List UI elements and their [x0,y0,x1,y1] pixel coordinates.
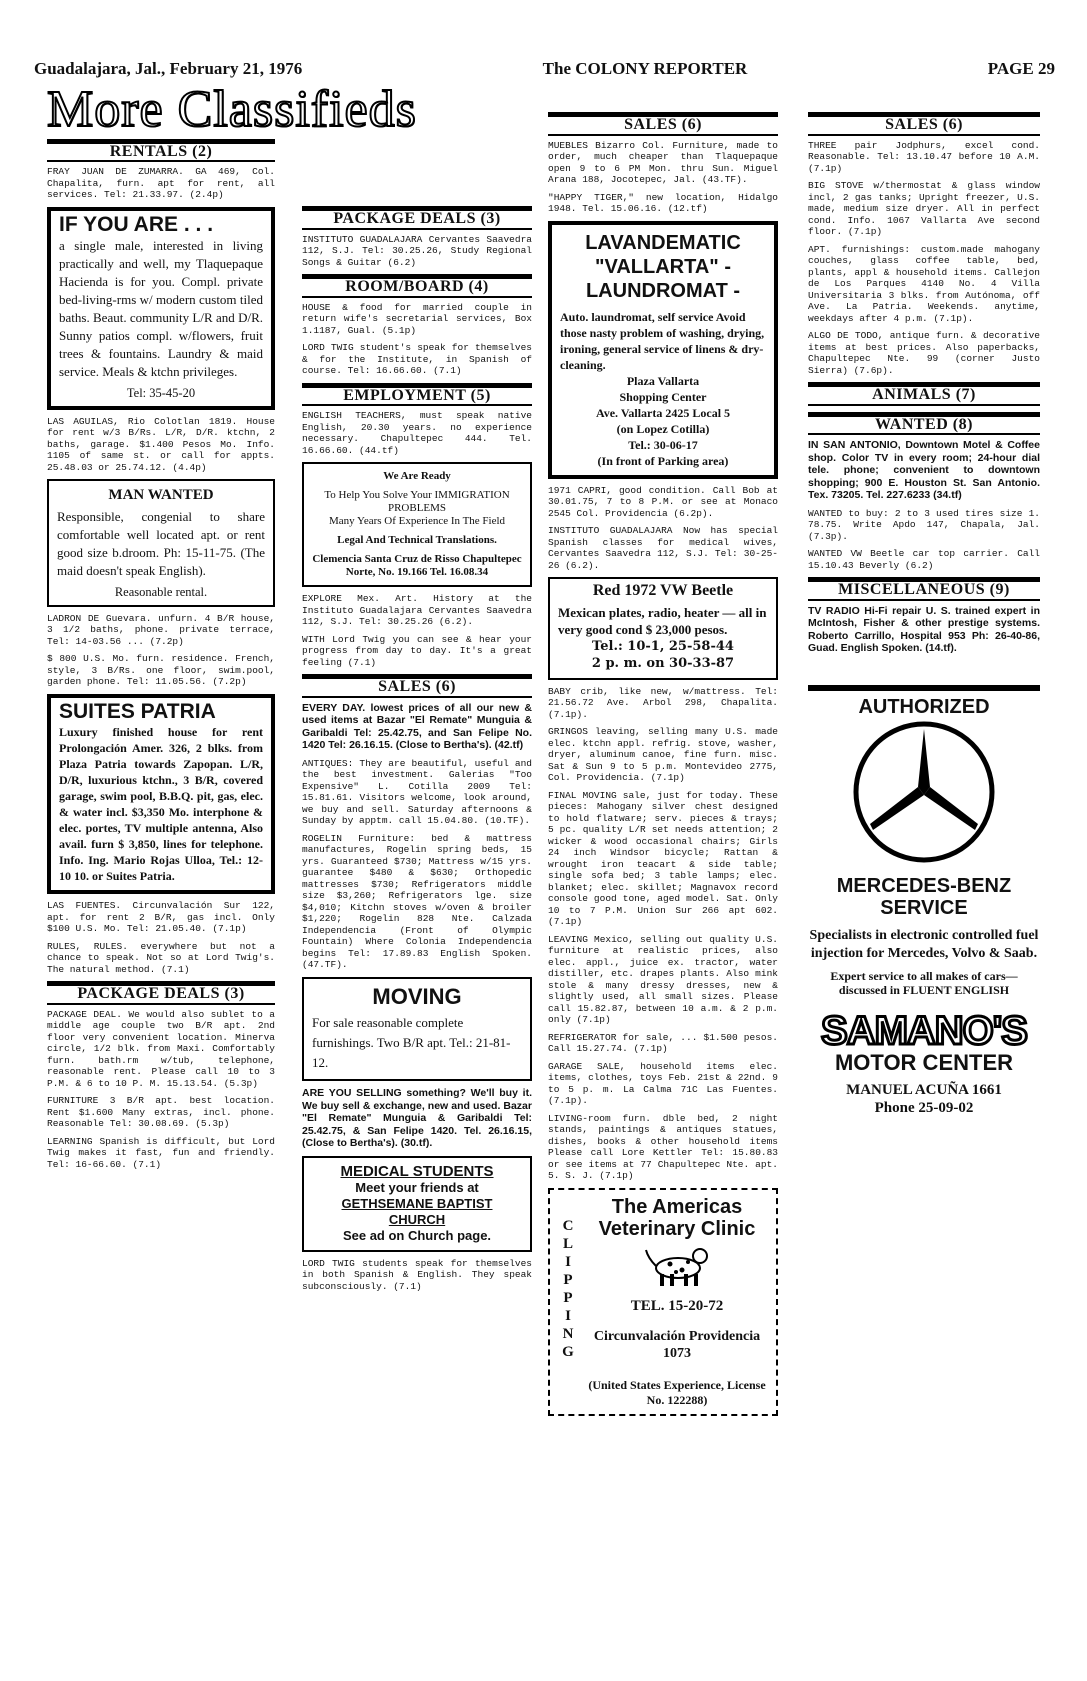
section-head-employment: EMPLOYMENT (5) [302,383,532,407]
ad-phone: Tel: 35-45-20 [126,386,196,401]
ad-business-name: MOTOR CENTER [834,1050,1014,1076]
ad-address-5: (In front of Parking area) [597,453,729,468]
ad-address: Clemencia Santa Cruz de Risso Chapultepec Norte, No. 19.166 Tel. 16.08.34 [312,553,522,579]
header-paper-name: The COLONY REPORTER [542,59,748,78]
mercedes-star-icon [849,717,999,867]
clipping-text: CLIPPING [560,1217,576,1362]
ad-line: Meet your friends at [355,1179,479,1195]
ad-body: Auto. laundromat, self service Avoid those nasty problem of washing, drying, ironing, general service of linens & dry-cleaning. [560,309,765,372]
samanos-logo: SAMANO'S [821,1009,1027,1054]
display-ad-moving [302,977,532,1082]
classified-ad: WANTED VW Beetle car top carrier. Call 15.10.43 Beverly (6.2) [808,548,1040,571]
classified-ad: ENGLISH TEACHERS, must speak native English, 20.30 years. no experience necessary. Chapultepec 444. Tel. 16.66.60. (44.tf) [302,410,532,456]
ad-title: MOVING [372,983,462,1009]
classified-ad: LEAVING Mexico, selling out quality U.S. furniture at realistic prices, also elec. appl., juice ex. tractor, water distiller, etc. drapes plants. Also mink stole & many dressy dresses, new & slightly used, all small sizes. Please call 15.82.87, between 10 a.m. & 2 p.m. only (7.1p) [548,933,778,1026]
classified-ad: INSTITUTO GUADALAJARA Now has special Spanish classes for medical wives, Cervantes Saavedra 112, S.J. Tel: 30-25-26 (6.2). [548,525,778,571]
section-head-package-deals: PACKAGE DEALS (3) [302,206,532,230]
ad-address: MANUEL ACUÑA 1661 [846,1082,1002,1099]
masthead: More Classifieds [47,81,417,138]
ad-tagline: Expert service to all makes of cars—discussed in FLUENT ENGLISH [830,969,1018,998]
column-4 [808,112,1040,1117]
classified-ad: INSTITUTO GUADALAJARA Cervantes Saavedra 112, S.J. Tel: 30.25.26, Study Regional Songs & Guitar (6.2) [302,233,532,268]
section-head-animals: ANIMALS (7) [808,382,1040,406]
classified-ad: GARAGE SALE, household items elec. items, clothes, toys Feb. 21st & 22nd. 9 to 5 p. m. La Calma 71C Las Fuentes. (7.1p). [548,1060,778,1107]
ad-footer: Reasonable rental. [114,584,208,599]
display-ad-suites-patria [47,694,275,895]
ad-address-4: (on Lopez Cotilla) [616,421,710,436]
classified-ad: BIG STOVE w/thermostat & glass window incl, 2 gas tanks; Upright freezer, U.S. made, medium size dryer. All in perfect cond. Info. 1067 Vallarta Ave second floor. (7.1p) [808,180,1040,238]
ad-phone: Tel.: 10-1, 25-58-44 [592,638,734,654]
header-dateline: Guadalajara, Jal., February 21, 1976 [34,59,303,78]
ad-title: SUITES PATRIA [59,699,216,723]
ad-body: Mexican plates, radio, heater — all in very good cond $ 23,000 pesos. [558,604,767,637]
page-header [34,56,1055,82]
section-head-wanted: WANTED (8) [808,412,1040,436]
ad-body: For sale reasonable complete furnishings. Two B/R apt. Tel.: 21-81-12. [312,1015,511,1071]
classified-ad: LORD TWIG student's speak for themselves & for the Institute, in Spanish of course. Tel: 16.66.60. (7.1) [302,342,532,377]
classified-ad: LAS AGUILAS, Rio Colotlan 1819. House for rent w/3 B/Rs. L/R, D/R. ktchn, 2 baths, garage. $1.400 Pesos Mo. Info. 1105 of same st. or call for appts. 25.48.03 or 25.74.12. (4.4p) [47,415,275,473]
ad-phone: TEL. 15-20-72 [630,1297,724,1314]
ad-line: See ad on Church page. [342,1227,492,1243]
classified-ad: EXPLORE Mex. Art. History at the Instituto Guadalajara Cervantes Saavedra 112, S.J. Tel: 30.25.26 (6.2). [302,593,532,628]
classified-ad: FURNITURE 3 B/R apt. best location. Rent $1.600 Many extras, incl. phone. Reasonable Tel: 30.08.69. (5.3p) [47,1095,275,1130]
display-ad-mercedes-service [808,685,1040,1118]
classified-ad: ROGELIN Furniture: bed & mattress manufactures, Rogelin spring beds, 15 yrs. Guaranteed $730; Mattress w/15 yrs. guarantee $480 & $630; Orthopedic mattresses $730; Refrigerators middle size $3,260; Refrigerators lge. size $4,010; Kitchn stoves w/oven & broiler $1,220; Rogelin 828 Nte. Calzada Independencia (Front of Olympic Fountain) Where Colonia Independencia begins Tel: 17.89.83 English Spoken. (47.TF). [302,832,532,971]
display-ad-veterinary-clinic [548,1188,778,1417]
ad-phone-alt: 2 p. m. on 30-33-87 [591,655,735,671]
section-head-sales: SALES (6) [548,112,778,136]
ad-phone: Phone 25-09-02 [874,1100,974,1117]
ad-phone: Tel.: 30-06-17 [628,437,698,452]
ad-body: Luxury finished house for rent Prolongación Amer. 326, 2 blks. from Plaza Patria towards Zapopan. L/R, D/R, luxurious ktchn., 3 B/R, covered garage, swim pool, B.B.Q. pit, gas, elec. & water incl. $3,350 Mo. interphone & elec. portes, TV multiple antenna, Also avail. furn $ 3,850, lines for telephone. Info. Ing. Mario Rojas Ulloa, Tel.: 12-10 10. or Suites Patria. [59,725,263,884]
classified-ad: APT. furnishings: custom.made mahogany couches, glass coffee table, bed, plants, appl & household items. Callejon de Los Parques 4140 No. 4 Villa Universitaria 3 blks. from Autónoma, off Ave. La Patria. Weekends. anytime, weekdays after 4 p.m. (7.1p). [808,243,1040,324]
ad-address-3: Ave. Vallarta 2425 Local 5 [595,405,731,420]
ad-line: To Help You Solve Your IMMIGRATION PROBLEMS [324,489,510,515]
dalmatian-icon [642,1244,712,1288]
classified-ad: WANTED to buy: 2 to 3 used tires size 1. 78.75. Write Apdo 147, Chapala, Jal. (7.3p). [808,507,1040,542]
ad-title: We Are Ready [383,470,451,483]
classified-ad: REFRIGERATOR for sale, ... $1.500 pesos. Call 15.27.74. (7.1p) [548,1031,778,1055]
ad-title: MAN WANTED [108,487,214,504]
column-2 [302,200,532,1298]
section-head-rentals: RENTALS (2) [47,139,275,163]
classified-ad: BABY crib, like new, w/mattress. Tel: 21.56.72 Ave. Arbol 298, Chapalita. (7.1p). [548,685,778,720]
section-head-package-deals: PACKAGE DEALS (3) [47,981,275,1005]
classified-ad: 1971 CAPRI, good condition. Call Bob at 30.01.75, 7 to 8 P.M. or see at Monaco 2545 Col. Providencia (6.2p). [548,484,778,519]
classified-ad: ANTIQUES: They are beautiful, useful and the best investment. Galerias "Too Expensive" L. Cotilla 2009 Tel: 15.81.61. Visitors welcome, look around, we buy and sell. Saturday afternoons & Sunday by apptm. call 15.04.80. (10.TF). [302,757,532,827]
section-head-sales: SALES (6) [302,674,532,698]
classified-ad: ALGO DE TODO, antique furn. & decorative items at best prices. Also paperbacks, Chapultepec Nte. 99 (corner Justo Sierra) (7.6p). [808,330,1040,376]
classified-ad: LAS FUENTES. Circunvalación Sur 122, apt. for rent 2 B/R, gas incl. Only $100 U.S. Mo. Tel: 21.05.40. (7.1p) [47,900,275,935]
classified-ad: LEARNING Spanish is difficult, but Lord Twig makes it fast, fun and friendly. Tel: 16-66.60. (7.1) [47,1135,275,1170]
display-ad-laundromat [548,221,778,479]
ad-line: GETHSEMANE BAPTIST CHURCH [341,1195,493,1227]
section-head-miscellaneous: MISCELLANEOUS (9) [808,577,1040,601]
classified-ad: HOUSE & food for married couple in return wife's secretarial services, Box 1.1187, Gual. (5.1p) [302,301,532,336]
ad-line: Legal And Technical Translations. [337,534,497,547]
ad-line: Many Years Of Experience In The Field [328,515,506,528]
display-ad-vw-beetle [548,577,778,680]
classified-ad: ARE YOU SELLING something? We'll buy it. We buy sell & exchange, new and used. Bazar "El Remate" Munguia & Garibaldi Tel: 25.42.75, & San Felipe 1420. Tel. 26.16.15, (Close to Bertha's). (30.tf). [302,1087,532,1150]
classified-ad: LIVING-room furn. dble bed, 2 night stands, paintings & antiques statues, dishes, books & other household items Please call Lore Kettler Tel: 15.80.83 or see items at 77 Chapultepec Nte. apt. 5. S. J. (7.1p) [548,1112,778,1182]
ad-title: IF YOU ARE . . . [59,212,214,236]
ad-subtitle: MERCEDES-BENZ SERVICE [836,875,1012,920]
section-head-sales: SALES (6) [808,112,1040,136]
header-page-number: PAGE 29 [987,59,1055,78]
classified-ad: RULES, RULES. everywhere but not a chance to speak. Not so at Lord Twig's. The natural method. (7.1) [47,940,275,975]
classified-ad: EVERY DAY. lowest prices of all our new & used items at Bazar "El Remate" Munguia & Garibaldi Tel: 25.42.75, and San Felipe No. 1420 Tel: 26.16.15. (Close to Bertha's). (42.tf) [302,701,532,752]
ad-title: LAVANDEMATIC "VALLARTA" - LAUNDROMAT - [585,231,741,302]
section-head-room-board: ROOM/BOARD (4) [302,274,532,298]
classified-ad: WITH Lord Twig you can see & hear your progress from day to day. It's a great feeling (7.1) [302,633,532,668]
classified-ad: GRINGOS leaving, selling many U.S. made elec. ktchn appl. refrig. stove, washer, dryer, aluminum canoe, fine furn. misc. Sat & Sun 9 to 5 p.m. Montevideo 2775, Col. Providencia. (7.1p) [548,726,778,784]
ad-footer: (United States Experience, License No. 122288) [588,1378,766,1408]
clipping-label [558,1196,576,1409]
ad-title: MEDICAL STUDENTS [340,1162,494,1180]
ad-title: The Americas Veterinary Clinic [598,1195,756,1240]
classified-ad: PACKAGE DEAL. We would also sublet to a middle age couple two B/R apt. 2nd floor very convenient location. Minerva circle, 1/2 blk. from Maxi. Comfortably furn. bath.rm w/tub, telephone, reasonable rent. Please call 10 to 3 P.M. & 6 to 10 P. M. 15.13.54. (5.3p) [47,1008,275,1089]
column-3 [548,112,778,1422]
ad-title: Red 1972 VW Beetle [592,582,734,600]
classified-ad: TV RADIO Hi-Fi repair U. S. trained expert in McIntosh, Fisher & other prestige systems. Roberto Carrillo, Hospital 953 Ph: 26-40-86, Guad. English Spoken. (14.tf). [808,604,1040,655]
ad-address-1: Plaza Vallarta [626,373,700,388]
classified-ad: LADRON DE Guevara. unfurn. 4 B/R house, 3 1/2 baths, phone. private terrace, Tel: 14-03.56 ... (7.2p) [47,612,275,647]
classified-ad: THREE pair Jodphurs, excel cond. Reasonable. Tel: 13.10.47 before 10 A.M. (7.1p) [808,139,1040,174]
classified-ad: LORD TWIG students speak for themselves in both Spanish & English. They speak subconsciously. (7.1) [302,1257,532,1292]
ad-body: a single male, interested in living practically and well, my Tlaquepaque Hacienda is for you. Compl. private bed-living-rms w/ modern custom tiled baths. Beaut. community L/R and D/R. Sunny patios compl. w/flowers, fruit trees & fountains. Laundry & maid service. Meals & ktchn privileges. [59,238,263,380]
classified-ad: FRAY JUAN DE ZUMARRA. GA 469, Col. Chapalita, furn. apt for rent, all services. Tel: 21.33.97. (2.4p) [47,166,275,201]
classified-ad: $ 800 U.S. Mo. furn. residence. French, style, 3 B/Rs. one floor, swim.pool, garden phone. Tel: 11.05.56. (7.2p) [47,653,275,688]
ad-title: AUTHORIZED [858,695,990,718]
display-ad-if-you-are [47,207,275,410]
classified-ad: "HAPPY TIGER," new location, Hidalgo 1948. Tel. 15.06.16. (12.tf) [548,191,778,215]
ad-address-2: Shopping Center [619,389,707,404]
classified-ad: FINAL MOVING sale, just for today. These pieces: Mahogany silver chest designed to hold flatware; serv. pieces & trays; 5 pc. quality L/R set needs attention; 2 wicker & wood occasional chairs; Girls 24 inch Windsor bicycle; Rattan & wrought iron teacart & side table; single sofa bed; 3 table lamps; elec. blanket; elec. skillet; Magnavox record console good tone, aged model. Sat. Only 10 to 7 P.M. Union Sur 266 apt 602. (7.1p) [548,789,778,928]
display-ad-man-wanted [47,479,275,606]
ad-body: Responsible, congenial to share comfortable well located apt. or rent good size b.droom. Ph: 15-11-75. (The maid doesn't speak English). [57,508,265,578]
ad-address: Circunvalación Providencia 1073 [593,1329,761,1362]
display-ad-medical-students [302,1156,532,1252]
classified-ad: MUEBLES Bizarro Col. Furniture, made to order, much cheaper than Tlaquepaque open 9 to 6 PM Mon. thru Sun. Miguel Arana 188, Jocotepec, Jal. (43.TF). [548,139,778,186]
classified-ad: IN SAN ANTONIO, Downtown Motel & Coffee shop. Color TV in every room; 24-hour dial tele. phone; convenient to downtown shopping; 900 E. Houston St. San Antonio. Tex. 73205. Tel. 227.6233 (34.tf) [808,439,1040,502]
ad-body: Specialists in electronic controlled fuel injection for Mercedes, Volvo & Saab. [809,928,1039,962]
display-ad-immigration [302,462,532,587]
